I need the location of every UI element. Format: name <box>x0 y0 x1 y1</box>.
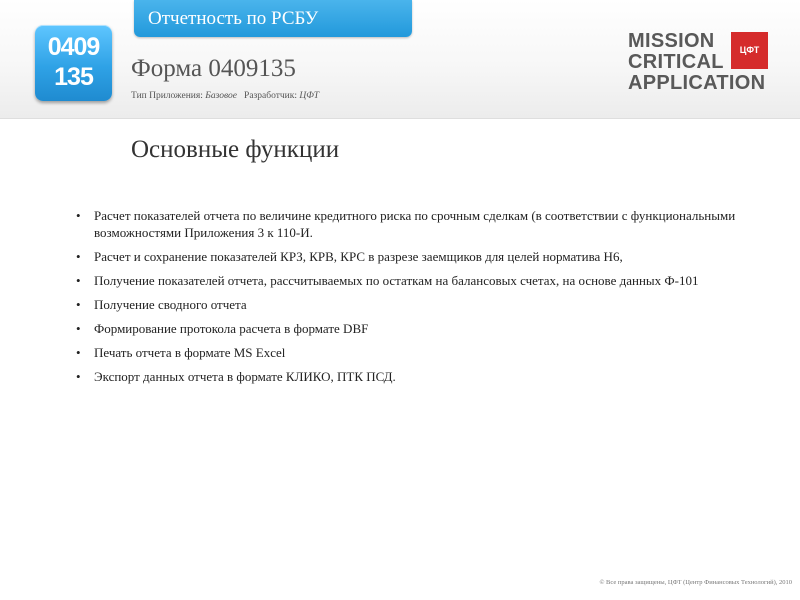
developer-value: ЦФТ <box>299 91 320 101</box>
mission-critical-logo <box>628 30 773 96</box>
bullet-icon: • <box>76 249 81 264</box>
feature-text: Получение сводного отчета <box>94 297 247 312</box>
type-label: Тип Приложения: <box>131 91 203 101</box>
feature-text: Формирование протокола расчета в формате DBF <box>94 321 369 336</box>
feature-item <box>76 368 756 385</box>
feature-item <box>76 207 756 241</box>
feature-item <box>76 248 756 265</box>
features-list <box>76 207 756 392</box>
feature-text: Расчет и сохранение показателей КРЗ, КРВ, КРС в разрезе заемщиков для целей норматива Н6, <box>94 249 623 264</box>
logo-line-2: CRITICAL <box>628 51 724 73</box>
bullet-icon: • <box>76 273 81 288</box>
footer-copyright: © Все права защищены, ЦФТ (Центр Финансовых Технологий), 2010 <box>599 579 792 586</box>
bullet-icon: • <box>76 297 81 312</box>
type-value: Базовое <box>205 91 237 101</box>
category-tab-label: Отчетность по РСБУ <box>148 8 319 29</box>
bullet-icon: • <box>76 345 81 360</box>
bullet-icon: • <box>76 369 81 384</box>
category-tab[interactable] <box>134 0 412 37</box>
feature-item <box>76 272 756 289</box>
feature-item <box>76 344 756 361</box>
feature-text: Печать отчета в формате MS Excel <box>94 345 286 360</box>
badge-line-2: 135 <box>54 63 93 91</box>
logo-line-3: APPLICATION <box>628 72 766 94</box>
feature-text: Расчет показателей отчета по величине кредитного риска по срочным сделкам (в соответствии с функциональными возможностями Приложения 3 к 110-И. <box>94 208 736 240</box>
application-meta <box>131 91 319 101</box>
form-number-badge <box>35 25 112 101</box>
bullet-icon: • <box>76 208 81 223</box>
bullet-icon: • <box>76 321 81 336</box>
badge-line-1: 0409 <box>47 33 100 61</box>
feature-item <box>76 320 756 337</box>
feature-item <box>76 296 756 313</box>
logo-line-1: MISSION <box>628 30 715 52</box>
section-title: Основные функции <box>131 136 340 163</box>
cft-logo-mark: ЦФТ <box>731 32 768 69</box>
feature-text: Получение показателей отчета, рассчитываемых по остаткам на балансовых счетах, на основе данных Ф-101 <box>94 273 699 288</box>
developer-label: Разработчик: <box>244 91 297 101</box>
feature-text: Экспорт данных отчета в формате КЛИКО, ПТК ПСД. <box>94 369 396 384</box>
form-title: Форма 0409135 <box>131 55 296 82</box>
